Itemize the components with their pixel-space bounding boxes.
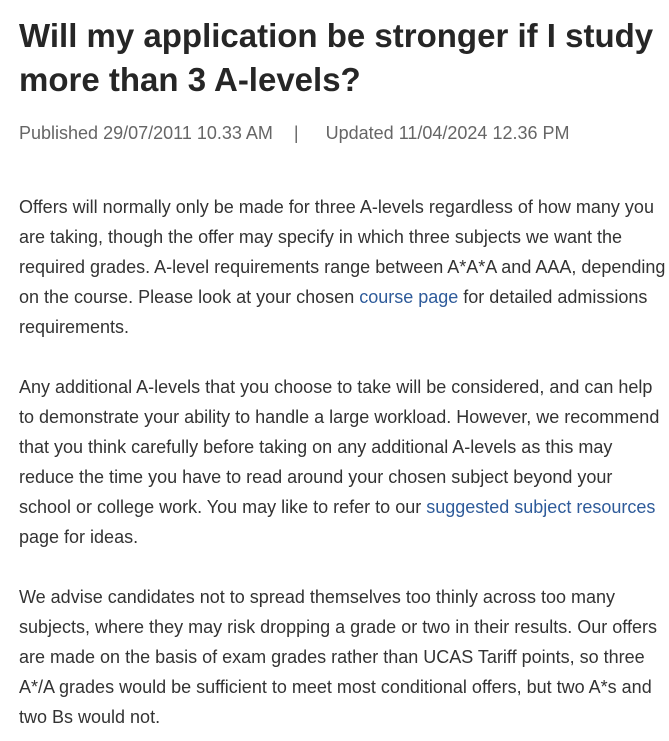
faq-article [0,14,669,732]
updated-label: Updated [325,123,394,143]
updated-date: 11/04/2024 12.36 PM [398,123,570,143]
suggested-subject-resources-link[interactable]: suggested subject resources [426,497,656,517]
paragraph-offers [19,192,669,342]
paragraph-additional-text-after: page for ideas. [19,527,139,547]
paragraph-offers-text-before: Offers will normally only be made for three A-levels regardless of how many you are taking, though the offer may specify in which three subjects we want the required grades. A-level requirements range between A*A*A and AAA, depending on the course. Please look at your chosen [19,197,666,307]
paragraph-offers-text-after: for detailed admissions requirements. [19,287,648,337]
article-meta [19,121,669,145]
meta-separator: | [293,123,299,143]
paragraph-advice: We advise candidates not to spread themselves too thinly across too many subjects, where they may risk dropping a grade or two in their results. Our offers are made on the basis of exam grades rather than UCAS Tariff points, so three A*/A grades would be sufficient to meet most conditional offers, but two A*s and two Bs would not. [19,587,657,727]
article-body [19,192,669,732]
paragraph-additional-text-before: Any additional A-levels that you choose to take will be considered, and can help to demonstrate your ability to handle a large workload. However, we recommend that you think carefully before taking on any additional A-levels as this may reduce the time you have to read around your chosen subject beyond your school or college work. You may like to refer to our [19,377,660,517]
published-label: Published [19,123,99,143]
published-date: 29/07/2011 10.33 AM [103,123,273,143]
paragraph-additional-alevels [19,372,669,552]
course-page-link[interactable]: course page [359,287,459,307]
article-title: Will my application be stronger if I study more than 3 A-levels? [19,17,654,98]
